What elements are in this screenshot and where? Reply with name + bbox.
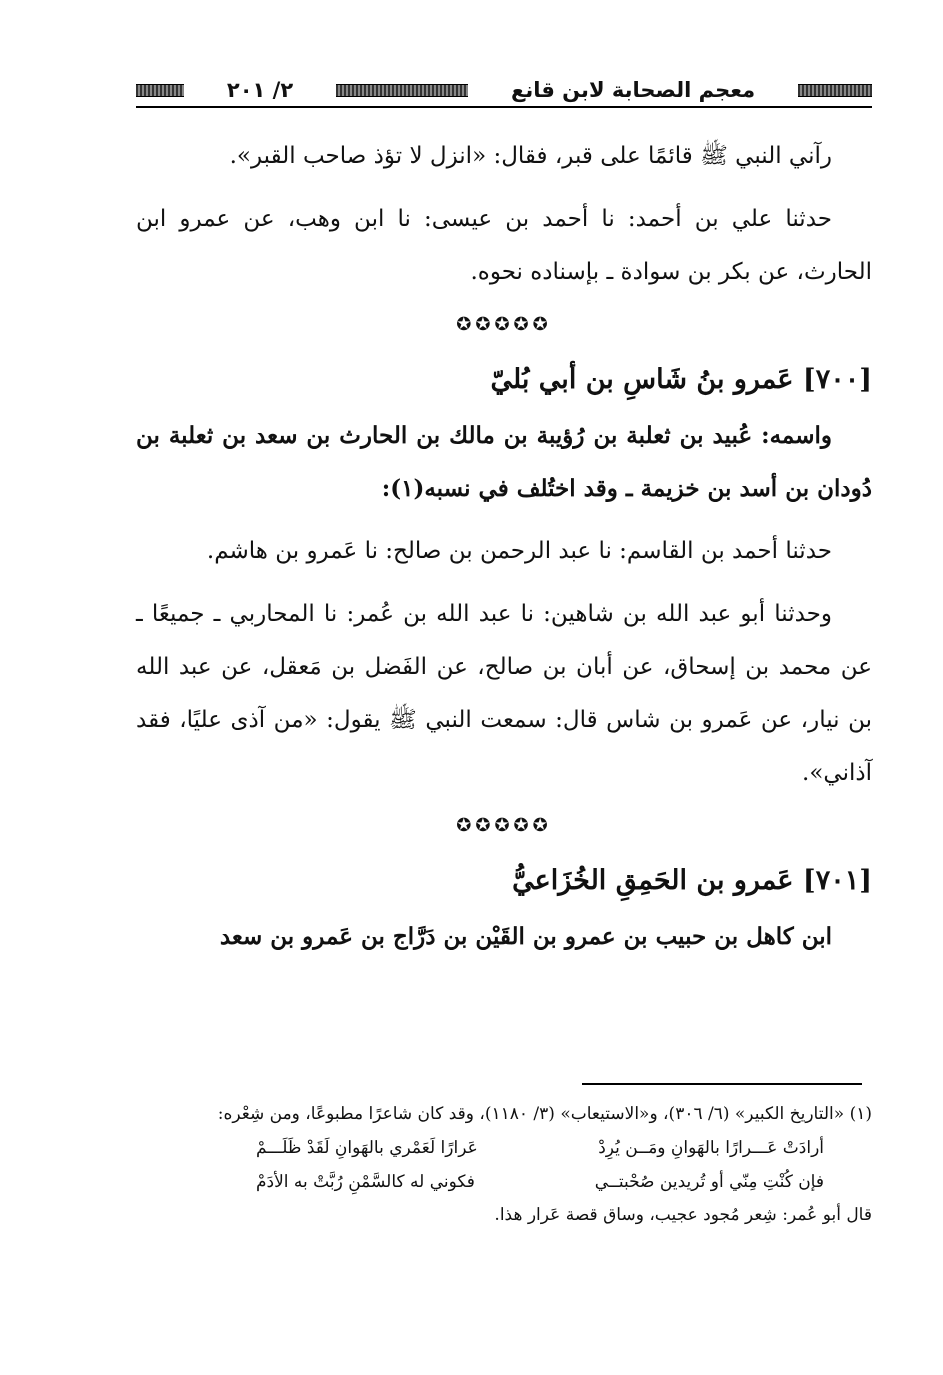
header-rule (136, 106, 872, 108)
paragraph-isnad-700: حدثنا أحمد بن القاسم: نا عبد الرحمن بن صالح: نا عَمرو بن هاشم. (206, 538, 832, 564)
section-separator: ✪✪✪✪✪ (456, 314, 552, 335)
entry-title-700: [٧٠٠] عَمرو بنُ شَاسِ بن أبي بُليّ (490, 364, 872, 395)
paragraph-hadith-700: وحدثنا أبو عبد الله بن شاهين: نا عبد الله بن عُمر: نا المحاربي ـ جميعًا ـ عن محمد بن إسحاق، عن أبان بن صالح، عن الفَضل بن مَعقل، عن عبد الله بن نيار، عن عَمرو بن شاس قال: سمعت النبي ﷺ يقول: «من آذى عليًا، فقد آذاني». (136, 601, 872, 786)
page-number: ٢/ ٢٠١ (226, 78, 294, 102)
verse-line (136, 1165, 872, 1199)
footnotes (136, 1098, 872, 1232)
header-ornament-bar (336, 84, 468, 97)
verse-hemistich: فكوني له كالسَّمْنِ رُبَّتْ به الأدَمْ (256, 1172, 475, 1192)
verse-line (136, 1131, 872, 1165)
header-ornament-bar (798, 84, 872, 97)
verse-hemistich: عَرارًا لَعَمْري بالهَوانِ لَقَدْ ظَلَـــمْ (256, 1138, 478, 1158)
running-header (136, 74, 872, 106)
footnote-closing: قال أبو عُمر: شِعر مُجود عجيب، وساق قصة عَرار هذا. (494, 1205, 872, 1225)
verse-hemistich: فإن كُنْتِ مِنّي أو تُريدين صُحْبتــي (594, 1172, 824, 1192)
header-ornament-bar (136, 84, 184, 97)
section-separator: ✪✪✪✪✪ (456, 815, 552, 836)
paragraph-isnad: حدثنا علي بن أحمد: نا أحمد بن عيسى: نا ابن وهب، عن عمرو ابن الحارث، عن بكر بن سوادة ـ بإسناده نحوه. (136, 206, 872, 285)
header-title: معجم الصحابة لابن قانع (510, 78, 756, 102)
footnote-1: (١) «التاريخ الكبير» (٦/ ٣٠٦)، و«الاستيعاب» (٣/ ١١٨٠)، وقد كان شاعرًا مطبوعًا، ومن شِعْره: (217, 1104, 872, 1124)
paragraph-hadith-grave: رآني النبي ﷺ قائمًا على قبر، فقال: «انزل لا تؤذ صاحب القبر». (229, 143, 832, 169)
verse-hemistich: أرادَتْ عَـــرارًا بالهَوانِ ومَــن يُرِدْ (598, 1138, 824, 1158)
entry-title-701: [٧٠١] عَمرو بن الحَمِقِ الخُزَاعيُّ (512, 865, 872, 896)
main-text (136, 130, 872, 963)
paragraph-lineage-701: ابن كاهل بن حبيب بن عمرو بن القَيْن بن دَرَّاج بن عَمرو بن سعد (219, 923, 832, 950)
paragraph-lineage-700: واسمه: عُبيد بن ثعلبة بن رُؤيبة بن مالك بن الحارث بن سعد بن ثعلبة بن دُودان بن أسد بن خزيمة ـ وقد اختُلف في نسبه(١): (136, 422, 872, 502)
footnote-rule (582, 1083, 862, 1085)
